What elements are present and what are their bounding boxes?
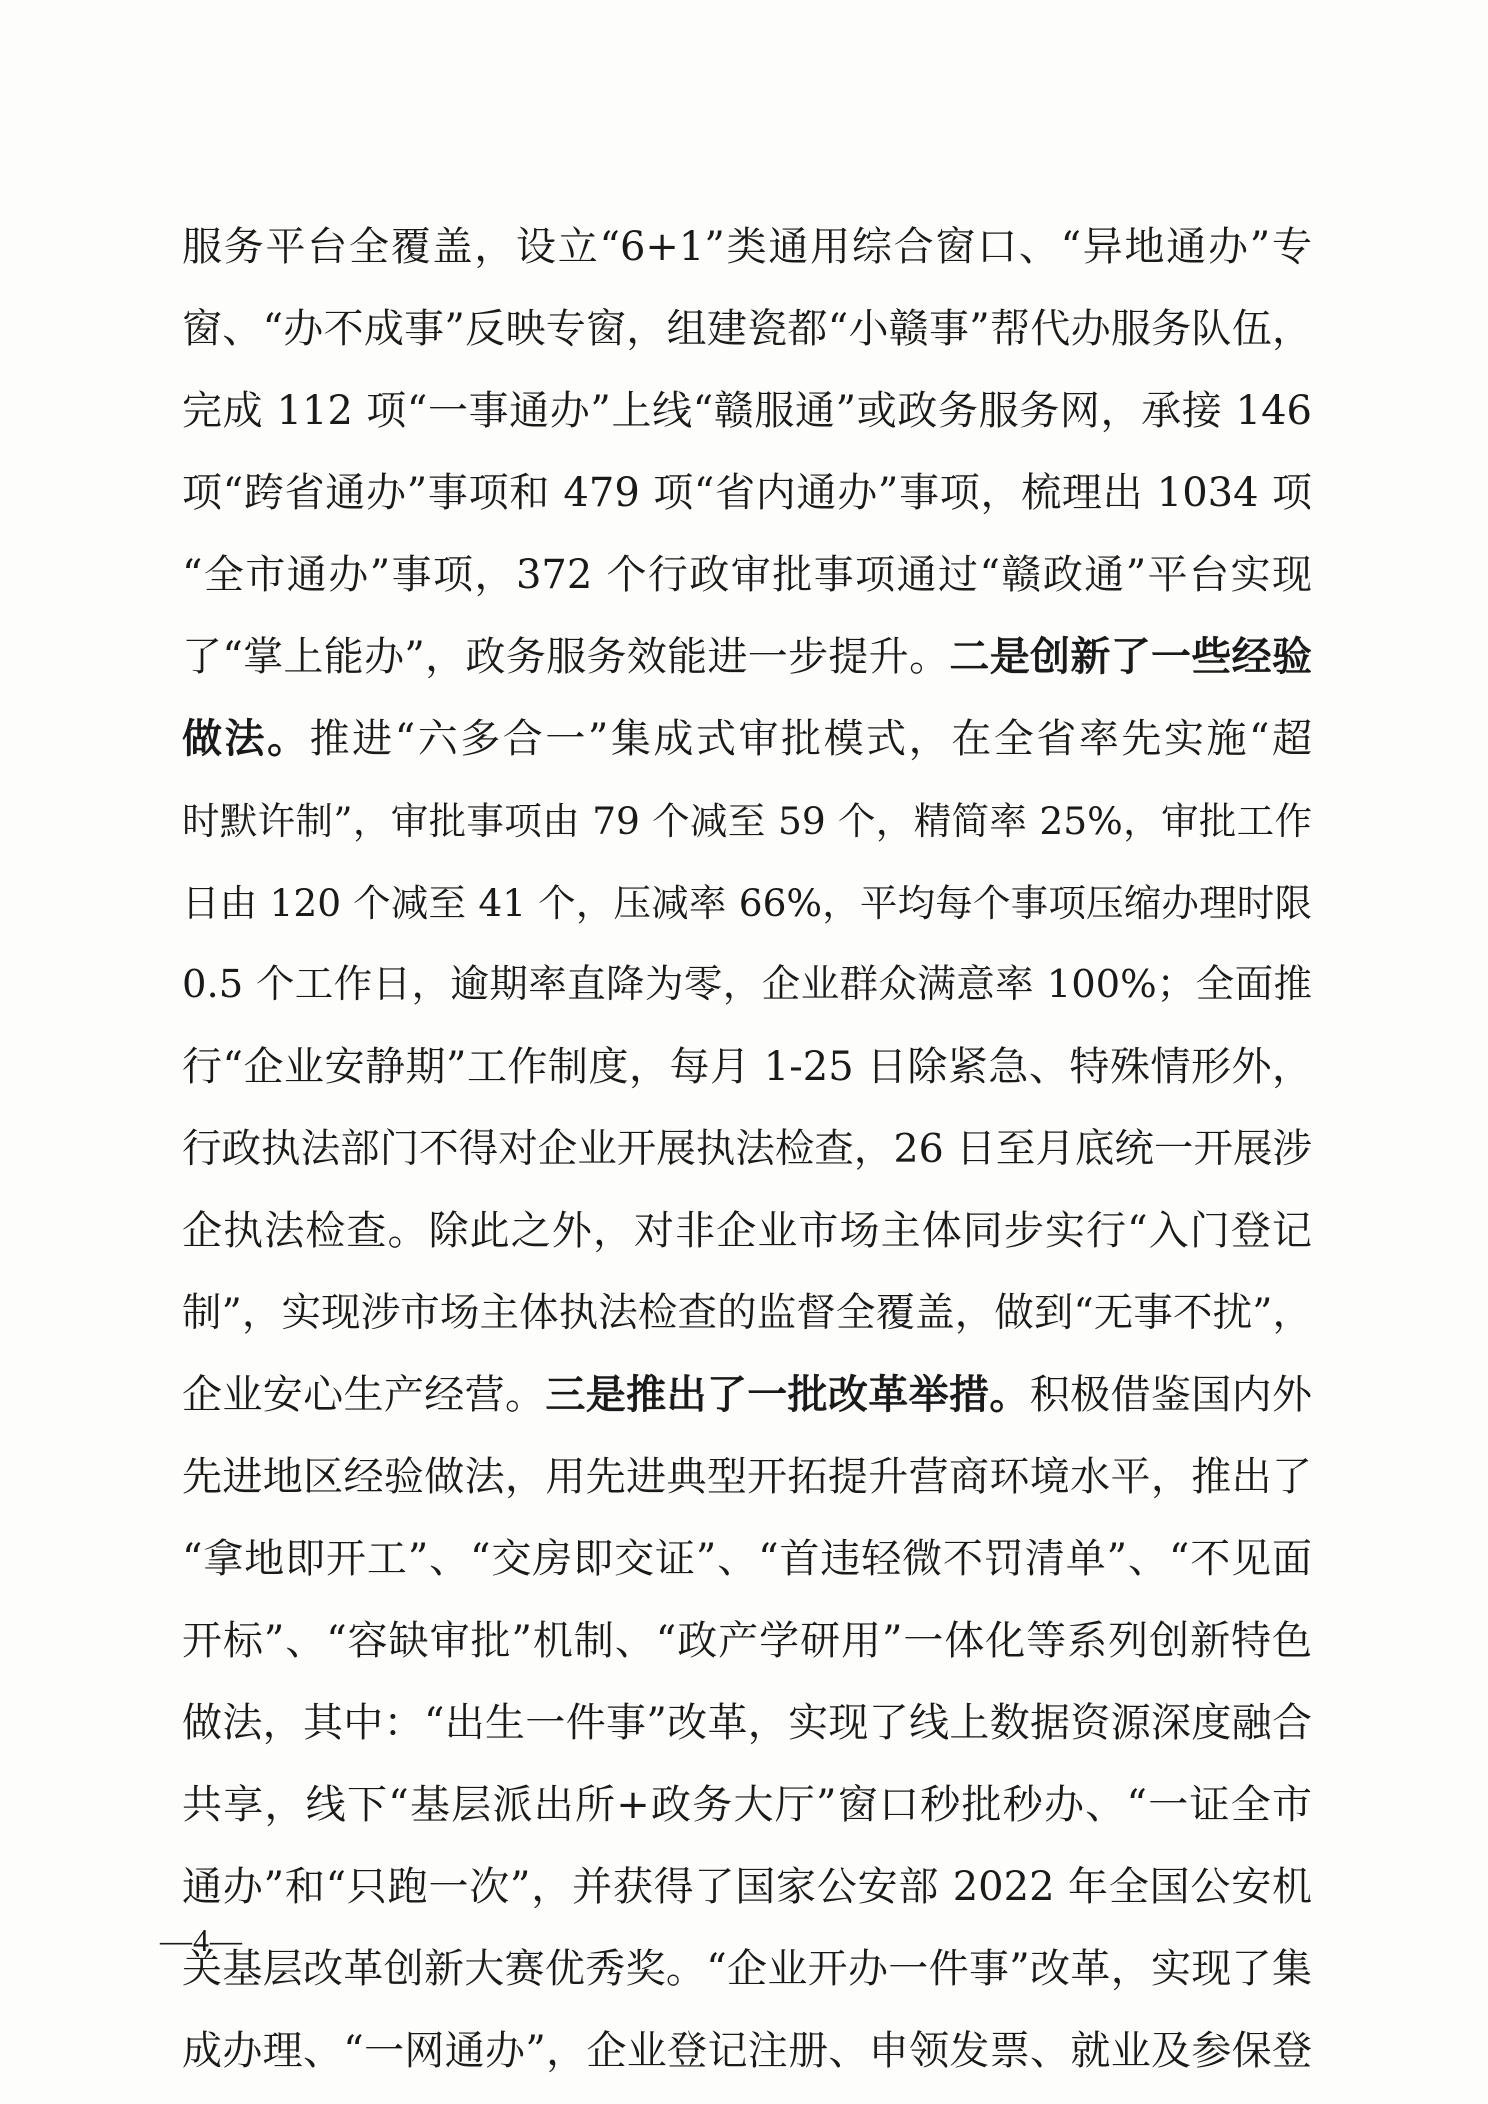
body-text-segment: 共享，线下“基层派出所+政务大厅”窗口秒批秒办、“一证全市 xyxy=(182,1782,1312,1828)
text-line xyxy=(182,944,1312,1026)
text-line xyxy=(182,534,1312,616)
text-line xyxy=(182,452,1312,534)
text-line xyxy=(182,616,1312,698)
body-text-segment: “全市通办”事项，372 个行政审批事项通过“赣政通”平台实现 xyxy=(182,552,1312,598)
body-text-segment: 开标”、“容缺审批”机制、“政产学研用”一体化等系列创新特色 xyxy=(182,1618,1312,1664)
bold-heading-text: 二是创新了一些经验 xyxy=(949,633,1313,680)
body-text-segment: 做法，其中：“出生一件事”改革，实现了线上数据资源深度融合 xyxy=(182,1700,1312,1746)
body-text-segment: 制”，实现涉市场主体执法检查的监督全覆盖，做到“无事不扰”， xyxy=(182,1290,1312,1336)
body-text-segment: 窗、“办不成事”反映专窗，组建瓷都“小赣事”帮代办服务队伍， xyxy=(182,306,1312,352)
body-text-segment: 项“跨省通办”事项和 479 项“省内通办”事项，梳理出 1034 项 xyxy=(182,470,1312,516)
text-line xyxy=(182,206,1312,288)
body-text-segment: 企业安心生产经营。 xyxy=(182,1372,546,1418)
body-text-segment: 0.5 个工作日，逾期率直降为零，企业群众满意率 100%；全面推 xyxy=(182,962,1312,1007)
body-text-segment: 了“掌上能办”，政务服务效能进一步提升。 xyxy=(182,634,950,680)
body-text-segment: 时默许制”，审批事项由 79 个减至 59 个，精简率 25%，审批工作 xyxy=(182,799,1312,843)
text-line xyxy=(182,370,1312,452)
body-text-segment: “拿地即开工”、“交房即交证”、“首违轻微不罚清单”、“不见面 xyxy=(182,1536,1312,1582)
body-text-segment: 行政执法部门不得对企业开展执法检查，26 日至月底统一开展涉 xyxy=(182,1126,1312,1172)
body-text-segment: 行“企业安静期”工作制度，每月 1-25 日除紧急、特殊情形外， xyxy=(182,1044,1312,1090)
body-text-segment: 企执法检查。除此之外，对非企业市场主体同步实行“入门登记 xyxy=(182,1208,1312,1254)
text-line xyxy=(182,698,1312,780)
text-line xyxy=(182,1026,1312,1108)
body-text-segment: 服务平台全覆盖，设立“6+1”类通用综合窗口、“异地通办”专 xyxy=(182,224,1312,270)
text-line xyxy=(182,1764,1312,1846)
body-text-segment: 关基层改革创新大赛优秀奖。“企业开办一件事”改革，实现了集 xyxy=(182,1946,1312,1992)
text-line xyxy=(182,1682,1312,1764)
body-text-segment: 通办”和“只跑一次”，并获得了国家公安部 2022 年全国公安机 xyxy=(182,1864,1312,1910)
text-line xyxy=(182,1272,1312,1354)
bold-heading-text: 做法。 xyxy=(182,715,310,762)
body-text xyxy=(182,206,1312,2092)
body-text-segment: 日由 120 个减至 41 个，压减率 66%，平均每个事项压缩办理时限 xyxy=(182,881,1312,925)
text-line xyxy=(182,1108,1312,1190)
text-line xyxy=(182,1600,1312,1682)
text-line xyxy=(182,780,1312,862)
body-text-segment: 推进“六多合一”集成式审批模式，在全省率先实施“超 xyxy=(309,716,1313,762)
text-line xyxy=(182,288,1312,370)
text-line xyxy=(182,1436,1312,1518)
body-text-segment: 完成 112 项“一事通办”上线“赣服通”或政务服务网，承接 146 xyxy=(182,388,1312,434)
page-number: —4— xyxy=(160,1922,243,1958)
text-line xyxy=(182,1354,1312,1436)
body-text-segment: 积极借鉴国内外 xyxy=(1029,1372,1313,1418)
text-line xyxy=(182,1928,1312,2010)
body-text-segment: 成办理、“一网通办”，企业登记注册、申领发票、就业及参保登 xyxy=(182,2028,1312,2074)
body-text-segment: 先进地区经验做法，用先进典型开拓提升营商环境水平，推出了 xyxy=(182,1454,1312,1500)
text-line xyxy=(182,1846,1312,1928)
text-line xyxy=(182,1518,1312,1600)
text-line xyxy=(182,1190,1312,1272)
text-line xyxy=(182,862,1312,944)
text-line xyxy=(182,2010,1312,2092)
bold-heading-text: 三是推出了一批改革举措。 xyxy=(545,1371,1030,1418)
